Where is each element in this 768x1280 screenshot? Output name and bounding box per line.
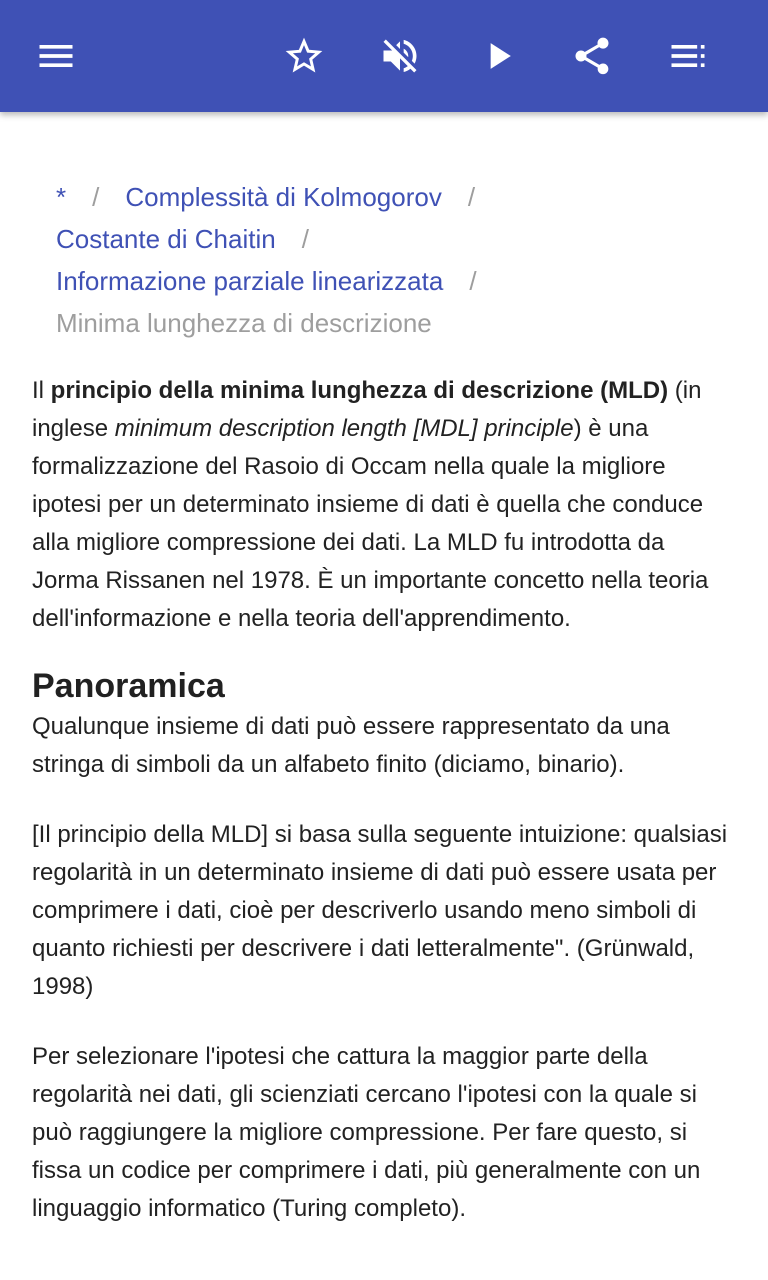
intro-text-mid: (in inglese [32, 377, 702, 442]
breadcrumb-separator: / [469, 266, 477, 296]
menu-icon [34, 34, 78, 78]
play-button[interactable] [470, 28, 526, 84]
paragraph-3: Per selezionare l'ipotesi che cattura la maggior parte della regolarità nei dati, gli scienziati cercano l'ipotesi con la quale si può raggiungere la migliore compressione. Per fare questo, si fissa un codice per comprimere i dati, più generalmente con un linguaggio informatico (Turing completo). [32, 1043, 701, 1222]
breadcrumb-separator: / [92, 182, 100, 212]
intro-text-pre: Il [32, 377, 51, 404]
article-content [32, 112, 732, 1228]
share-button[interactable] [564, 28, 620, 84]
star-outline-icon [282, 34, 326, 78]
share-icon [570, 34, 614, 78]
play-icon [476, 34, 520, 78]
contents-button[interactable] [660, 28, 716, 84]
intro-paragraph [32, 372, 732, 638]
mute-button[interactable] [372, 28, 428, 84]
intro-term-bold: principio della minima lunghezza di descrizione (MLD) [50, 377, 669, 404]
breadcrumb-current: Minima lunghezza di descrizione [56, 308, 432, 338]
paragraph-1: Qualunque insieme di dati può essere rappresentato da una stringa di simboli da un alfabeto finito (diciamo, binario). [32, 713, 670, 778]
breadcrumb-link-root[interactable]: * [56, 182, 67, 212]
playlist-icon [666, 34, 710, 78]
breadcrumb-link-kolmogorov[interactable]: Complessità di Kolmogorov [125, 182, 442, 212]
breadcrumb-separator: / [467, 182, 476, 212]
section-title: Panoramica [32, 667, 225, 705]
breadcrumb-separator: / [301, 224, 309, 254]
breadcrumb-link-chaitin[interactable]: Costante di Chaitin [56, 224, 276, 254]
intro-text-post: ) è una formalizzazione del Rasoio di Occam nella quale la migliore ipotesi per un determinato insieme di dati è quella che conduce alla migliore compressione dei dati. La MLD fu introdotta da Jorma Rissanen nel 1978. È un importante concetto nella teoria dell'informazione e nella teoria dell'apprendimento. [32, 415, 709, 632]
paragraph-2: [Il principio della MLD] si basa sulla seguente intuizione: qualsiasi regolarità in un determinato insieme di dati può essere usata per comprimere i dati, cioè per descriverlo usando meno simboli di quanto richiesti per descrivere i dati letteralmente". (Grünwald, 1998) [32, 821, 728, 1000]
favorite-button[interactable] [276, 28, 332, 84]
breadcrumb [32, 176, 732, 344]
intro-term-english: minimum description length [MDL] principle [114, 415, 574, 442]
volume-off-icon [378, 34, 422, 78]
app-bar [0, 0, 768, 112]
menu-button[interactable] [28, 28, 84, 84]
breadcrumb-link-informazione[interactable]: Informazione parziale linearizzata [56, 266, 444, 296]
